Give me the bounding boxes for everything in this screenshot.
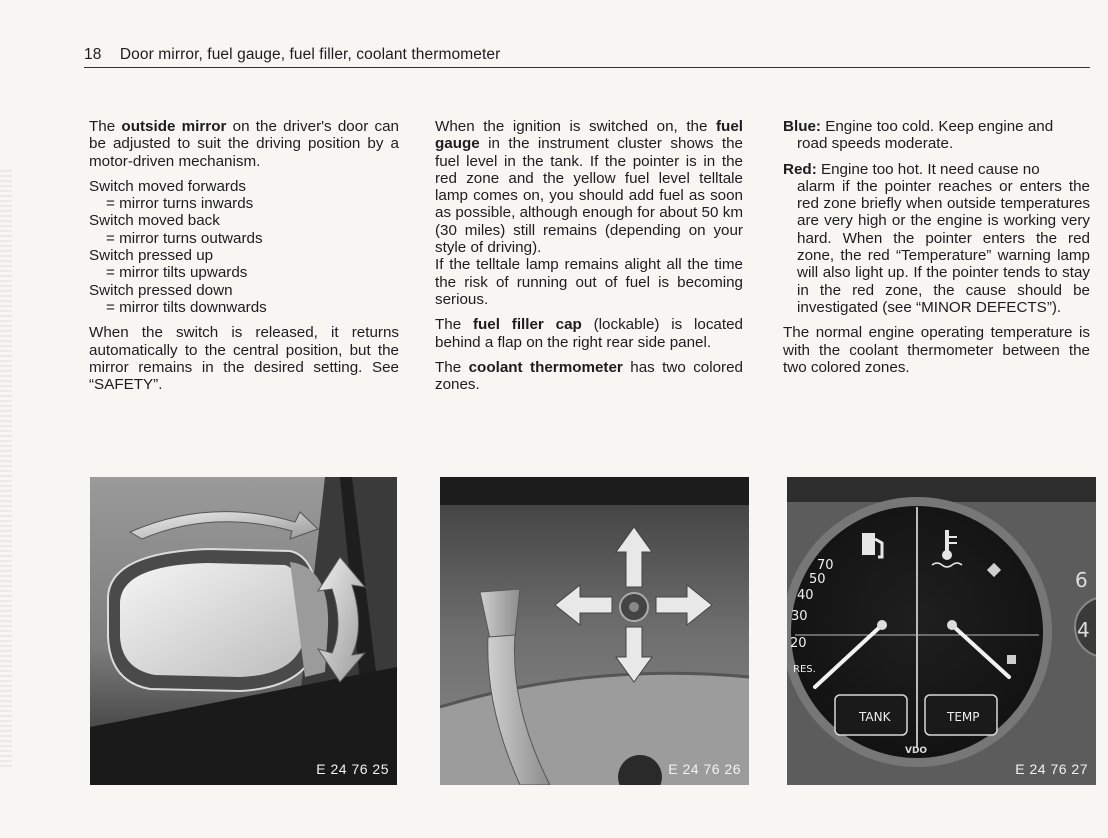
adjacent-gauge-digit: 4: [1077, 618, 1090, 642]
red-zone-entry: Red: Engine too hot. It need cause no alarm if the pointer reaches or enters the red zone briefly when outside temperatures are very high or the engine is working very hard. When the pointer enters the red zone, the red “Temperature” warning lamp will also light up. If the pointer tends to stay in the red zone, the cause should be investigated (see “MINOR DEFECTS”).: [783, 160, 1090, 316]
page-header: [84, 46, 1090, 68]
fuel-tick-label: 20: [790, 636, 807, 651]
column-fuel: [435, 118, 743, 401]
switch-list: [89, 178, 399, 316]
fuel-tick-label: 40: [797, 588, 814, 603]
fuel-tick-label: 30: [791, 609, 808, 624]
switch-action: Switch pressed down: [89, 281, 233, 299]
adjacent-gauge-digit: 6: [1075, 568, 1088, 592]
fuel-gauge-paragraph: When the ignition is switched on, the fuel gauge in the instrument cluster shows the fuel level in the tank. If the pointer is in the red zone and the yellow fuel level telltale lamp comes on, you should add fuel as soon as possible, although enough for about 50 km (30 miles) still remains (depending on your style of driving). If the telltale lamp remains alight all the time the risk of running out of fuel is becoming serious.: [435, 118, 743, 308]
column-coolant: [783, 118, 1090, 384]
telltale-text: If the telltale lamp remains alight all the time the risk of running out of fuel is becoming serious.: [435, 256, 743, 308]
page-number: 18: [84, 46, 102, 63]
red-label: Red:: [783, 160, 817, 178]
figure-code: E 24 76 26: [668, 761, 741, 777]
blue-label: Blue:: [783, 118, 821, 135]
switch-result: = mirror tilts downwards: [106, 298, 267, 316]
filler-cap-paragraph: The fuel filler cap (lockable) is located behind a flap on the right rear side panel.: [435, 316, 743, 351]
fuel-tick-label: 70: [817, 558, 834, 573]
scan-edge-shadow: [0, 170, 12, 770]
fuel-tick-label: RES.: [793, 664, 816, 675]
switch-result: = mirror turns outwards: [106, 229, 263, 247]
gauge-photo: [787, 477, 1096, 785]
coolant-paragraph: The coolant thermometer has two colored zones.: [435, 358, 744, 394]
temp-blue-zone-marker: [1007, 655, 1016, 664]
figure-code: E 24 76 25: [316, 761, 389, 777]
switch-action: Switch pressed up: [89, 247, 214, 265]
mirror-housing: [108, 549, 328, 691]
page-title: Door mirror, fuel gauge, fuel filler, coolant thermometer: [119, 46, 501, 63]
mirror-intro: The outside mirror on the driver's door can be adjusted to suit the driving position by a motor-driven mechanism.: [89, 118, 399, 170]
column-mirror: [89, 118, 399, 401]
switch-result: = mirror tilts upwards: [106, 264, 248, 282]
normal-temp-paragraph: The normal engine operating temperature is with the coolant thermometer between the two colored zones.: [783, 324, 1090, 376]
figure-code: E 24 76 27: [1015, 761, 1088, 777]
fuel-tick-label: 50: [809, 572, 826, 587]
switch-action: Switch moved forwards: [89, 177, 246, 195]
temp-label: TEMP: [947, 710, 980, 724]
blue-zone-entry: Blue: Engine too cold. Keep engine and road speeds moderate.: [783, 118, 1054, 153]
mirror-photo: [90, 477, 397, 785]
tank-label: TANK: [859, 710, 891, 724]
release-paragraph: When the switch is released, it returns automatically to the central position, but the mirror remains in the desired setting. See “SAFETY”.: [89, 324, 399, 394]
brand-logo: VDO: [905, 746, 928, 756]
switch-action: Switch moved back: [89, 212, 220, 230]
switch-result: = mirror turns inwards: [106, 195, 254, 213]
fuel-filler-photo: [440, 477, 749, 785]
